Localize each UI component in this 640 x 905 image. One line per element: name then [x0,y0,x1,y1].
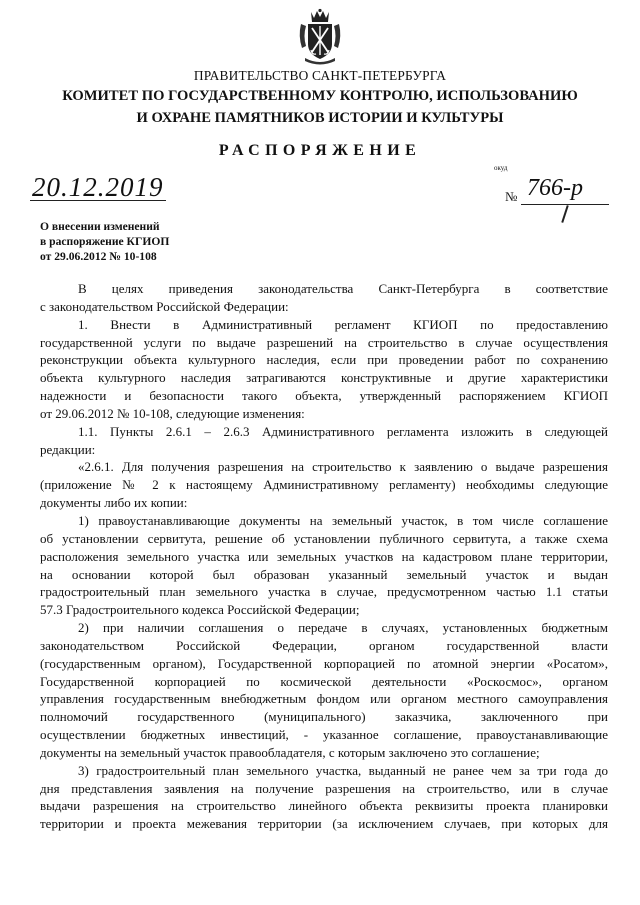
body-line: 3) градостроительный план земельного участка, выданный не ранее чем за три года до [78,762,608,778]
body-line: территории и проекта межевания территории (за исключением случаев, при которых для [40,816,608,832]
body-line: редакции: [40,441,96,457]
okud-label: окуд [494,164,508,172]
body-line: документы либо их копии: [40,495,188,511]
body-line: от 29.06.2012 № 10-108, следующие изменения: [40,405,305,421]
body-line: законодательством Российской Федерации, органом государственной власти [40,637,608,653]
document-number: 766-р [527,175,583,201]
body-line: В целях приведения законодательства Санкт-Петербурга в соответствие [78,281,608,296]
body-line: «2.6.1. Для получения разрешения на строительство к заявлению о выдаче разрешения [78,459,608,475]
body-line: 1.1. Пункты 2.6.1 – 2.6.3 Административного регламента изложить в следующей [78,423,608,439]
body-line: осуществлении бюджетных инвестиций, - указанное соглашение, правоустанавливающие [40,727,608,743]
coat-of-arms-icon [297,8,343,66]
number-underline [521,204,609,205]
government-name: ПРАВИТЕЛЬСТВО САНКТ-ПЕТЕРБУРГА [193,68,447,83]
subject-line: в распоряжение КГИОП [40,235,170,248]
document-body [40,280,608,833]
body-line: с законодательством Российской Федерации: [40,298,289,314]
body-line: 1. Внести в Административный регламент КГИОП по предоставлению [78,316,608,332]
date-underline [30,200,166,201]
body-line: выдачи разрешения на строительство линейного объекта реквизиты проекта планировки [40,798,608,814]
committee-name-line2: И ОХРАНЕ ПАМЯТНИКОВ ИСТОРИИ И КУЛЬТУРЫ [136,110,504,126]
body-line: реконструкции объекта культурного наследия, если при проведении работ по сохранению [40,352,608,368]
body-line: дня представления заявления на получение разрешения на строительство, или в случае [40,780,608,796]
body-line: полномочий государственного (муниципального) заказчика, заключенного при [40,709,608,725]
body-line: (приложение № 2 к настоящему Административному регламенту) необходимы следующие [40,477,608,493]
subject-line: от 29.06.2012 № 10-108 [40,250,157,263]
body-line: (государственным органом), Государственной корпорацией по атомной энергии «Росатом», [40,655,608,671]
body-line: объекта культурного наследия затрагиваются конструктивные и другие характеристики [40,370,608,386]
body-line: надежности и безопасности такого объекта, утвержденный распоряжением КГИОП [40,388,608,404]
number-label: № [505,189,518,204]
body-line: 1) правоустанавливающие документы на земельный участок, в том числе соглашение [78,512,608,528]
body-line: расположения земельного участка или земельных участков на кадастровом плане территории, [40,548,608,564]
subject-block [40,219,169,264]
body-line: об установлении сервитута, решение об установлении публичного сервитута, а также схема [40,530,608,546]
body-line: 2) при наличии соглашения о передаче в случаях, установленных бюджетным [78,620,608,636]
committee-name-line1: КОМИТЕТ ПО ГОСУДАРСТВЕННОМУ КОНТРОЛЮ, ИСПОЛЬЗОВАНИЮ [62,88,578,104]
body-line: на основании которой был образован указанный земельный участок и выдан [40,566,608,582]
document-date: 20.12.2019 [32,172,164,202]
body-line: 57.3 Градостроительного кодекса Российской Федерации; [40,602,360,618]
body-line: управления государственным внебюджетным фондом или органом местного самоуправления [40,691,608,707]
body-line: Государственной корпорацией по космической деятельности «Роскосмос», органом [40,673,608,689]
number-signature-stroke [561,205,568,223]
body-line: градостроительный план земельного участка в случае, предусмотренном частью 1.1 статьи [40,584,608,600]
subject-line: О внесении изменений [40,220,160,233]
body-line: документы на земельный участок правообладателя, с которым заключено это соглашение; [40,744,540,760]
body-line: государственной услуги по выдаче разрешений на строительство в случае осуществления [40,334,608,350]
document-type-title: РАСПОРЯЖЕНИЕ [218,142,422,159]
